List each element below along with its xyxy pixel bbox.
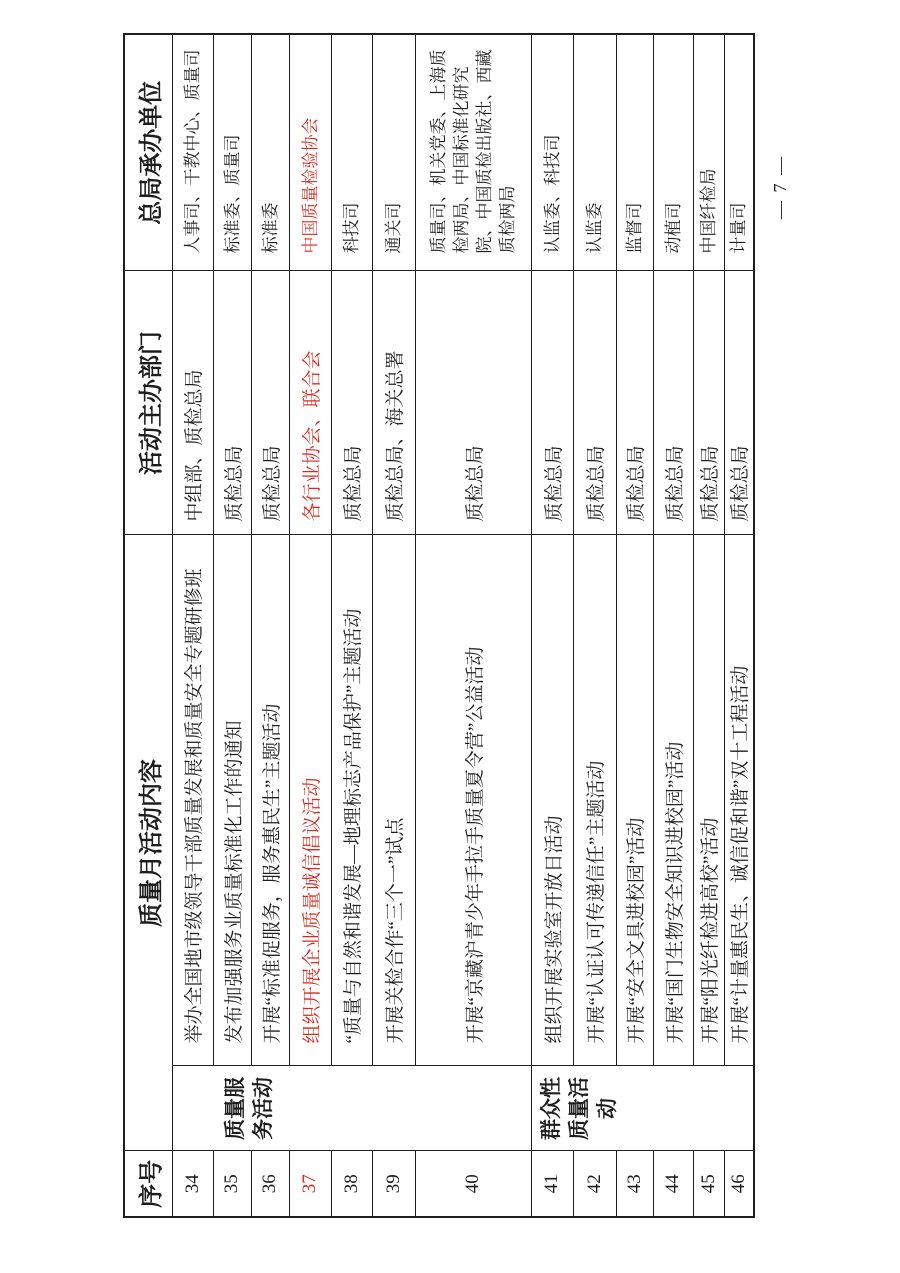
header-row (124, 34, 172, 1217)
row-index-cell: 34 (172, 1151, 213, 1217)
undertaker-cell: 科技司 (331, 34, 372, 271)
organizer-cell: 质检总局 (213, 271, 251, 535)
undertaker-cell: 认监委、科技司 (531, 34, 573, 271)
organizer-cell: 质检总局 (693, 271, 724, 535)
organizer-cell: 质检总局 (653, 271, 693, 535)
activity-content-cell: 开展“安全文具进校园”活动 (616, 535, 653, 1066)
row-index-cell: 35 (213, 1151, 251, 1217)
quality-month-activities-table (123, 33, 755, 1218)
undertaker-cell: 动植司 (653, 34, 693, 271)
activity-content-cell: 组织开展实验室开放日活动 (531, 535, 573, 1066)
organizer-cell: 质检总局、海关总署 (372, 271, 415, 535)
row-index-cell: 46 (724, 1151, 754, 1217)
organizer-cell: 质检总局 (616, 271, 653, 535)
undertaker-cell: 标准委、质量司 (213, 34, 251, 271)
activity-content-cell: 举办全国地市级领导干部质量发展和质量安全专题研修班 (172, 535, 213, 1066)
row-index-cell: 44 (653, 1151, 693, 1217)
row-index-cell: 45 (693, 1151, 724, 1217)
undertaker-cell: 计量司 (724, 34, 754, 271)
row-index-cell: 40 (415, 1151, 531, 1217)
undertaker-cell: 监督司 (616, 34, 653, 271)
undertaker-cell: 中国质量检验协会 (289, 34, 331, 271)
organizer-cell: 质检总局 (531, 271, 573, 535)
row-index-cell: 43 (616, 1151, 653, 1217)
table-row (693, 34, 724, 1217)
table-row (653, 34, 693, 1217)
undertaker-cell: 质量司、机关党委、上海质检两局、中国标准化研究院、中国质检出版社、西藏质检两局 (415, 34, 531, 271)
table-row (573, 34, 616, 1217)
activity-content-cell: 发布加强服务业质量标准化工作的通知 (213, 535, 251, 1066)
activity-content-cell: 开展“阳光纤检进高校”活动 (693, 535, 724, 1066)
table-row (172, 34, 213, 1217)
category-cell (172, 1066, 531, 1151)
category-label: 群众性质量活动 (538, 1077, 619, 1140)
organizer-cell: 质检总局 (724, 271, 754, 535)
category-cell (531, 1066, 754, 1151)
table-row (331, 34, 372, 1217)
activity-content-cell: 开展“计量惠民生、诚信促和谐”双十工程活动 (724, 535, 754, 1066)
organizer-cell: 质检总局 (251, 271, 289, 535)
header-index: 序号 (124, 1151, 172, 1217)
activity-content-cell: 组织开展企业质量诚信倡议活动 (289, 535, 331, 1066)
page-number: — 7 — (770, 155, 790, 219)
header-activity-content: 质量月活动内容 (124, 535, 172, 1151)
row-index-cell: 38 (331, 1151, 372, 1217)
header-organizer: 活动主办部门 (124, 271, 172, 535)
undertaker-cell: 人事司、干教中心、质量司 (172, 34, 213, 271)
activity-content-cell: 开展“国门生物安全知识进校园”活动 (653, 535, 693, 1066)
table-row (372, 34, 415, 1217)
row-index-cell: 36 (251, 1151, 289, 1217)
row-index-cell: 37 (289, 1151, 331, 1217)
activity-content-cell: 开展“认证认可传递信任”主题活动 (573, 535, 616, 1066)
organizer-cell: 质检总局 (415, 271, 531, 535)
organizer-cell: 各行业协会、联合会 (289, 271, 331, 535)
row-index-cell: 41 (531, 1151, 573, 1217)
table-row (531, 34, 573, 1217)
undertaker-cell: 认监委 (573, 34, 616, 271)
table-row (616, 34, 653, 1217)
organizer-cell: 质检总局 (331, 271, 372, 535)
undertaker-cell: 中国纤检局 (693, 34, 724, 271)
activity-content-cell: 开展“标准促服务，服务惠民生”主题活动 (251, 535, 289, 1066)
activity-content-cell: 开展关检合作“三个一”试点 (372, 535, 415, 1066)
table-row (415, 34, 531, 1217)
row-index-cell: 42 (573, 1151, 616, 1217)
undertaker-cell: 标准委 (251, 34, 289, 271)
activity-content-cell: “质量与自然和谐发展—地理标志产品保护”主题活动 (331, 535, 372, 1066)
category-label: 质量服务活动 (222, 1077, 275, 1140)
organizer-cell: 中组部、质检总局 (172, 271, 213, 535)
table-row (213, 34, 251, 1217)
organizer-cell: 质检总局 (573, 271, 616, 535)
table-row (724, 34, 754, 1217)
activity-content-cell: 开展“京藏沪青少年手拉手质量夏令营”公益活动 (415, 535, 531, 1066)
undertaker-cell: 通关司 (372, 34, 415, 271)
table-row (251, 34, 289, 1217)
header-undertaker: 总局承办单位 (124, 34, 172, 271)
table-row (289, 34, 331, 1217)
row-index-cell: 39 (372, 1151, 415, 1217)
